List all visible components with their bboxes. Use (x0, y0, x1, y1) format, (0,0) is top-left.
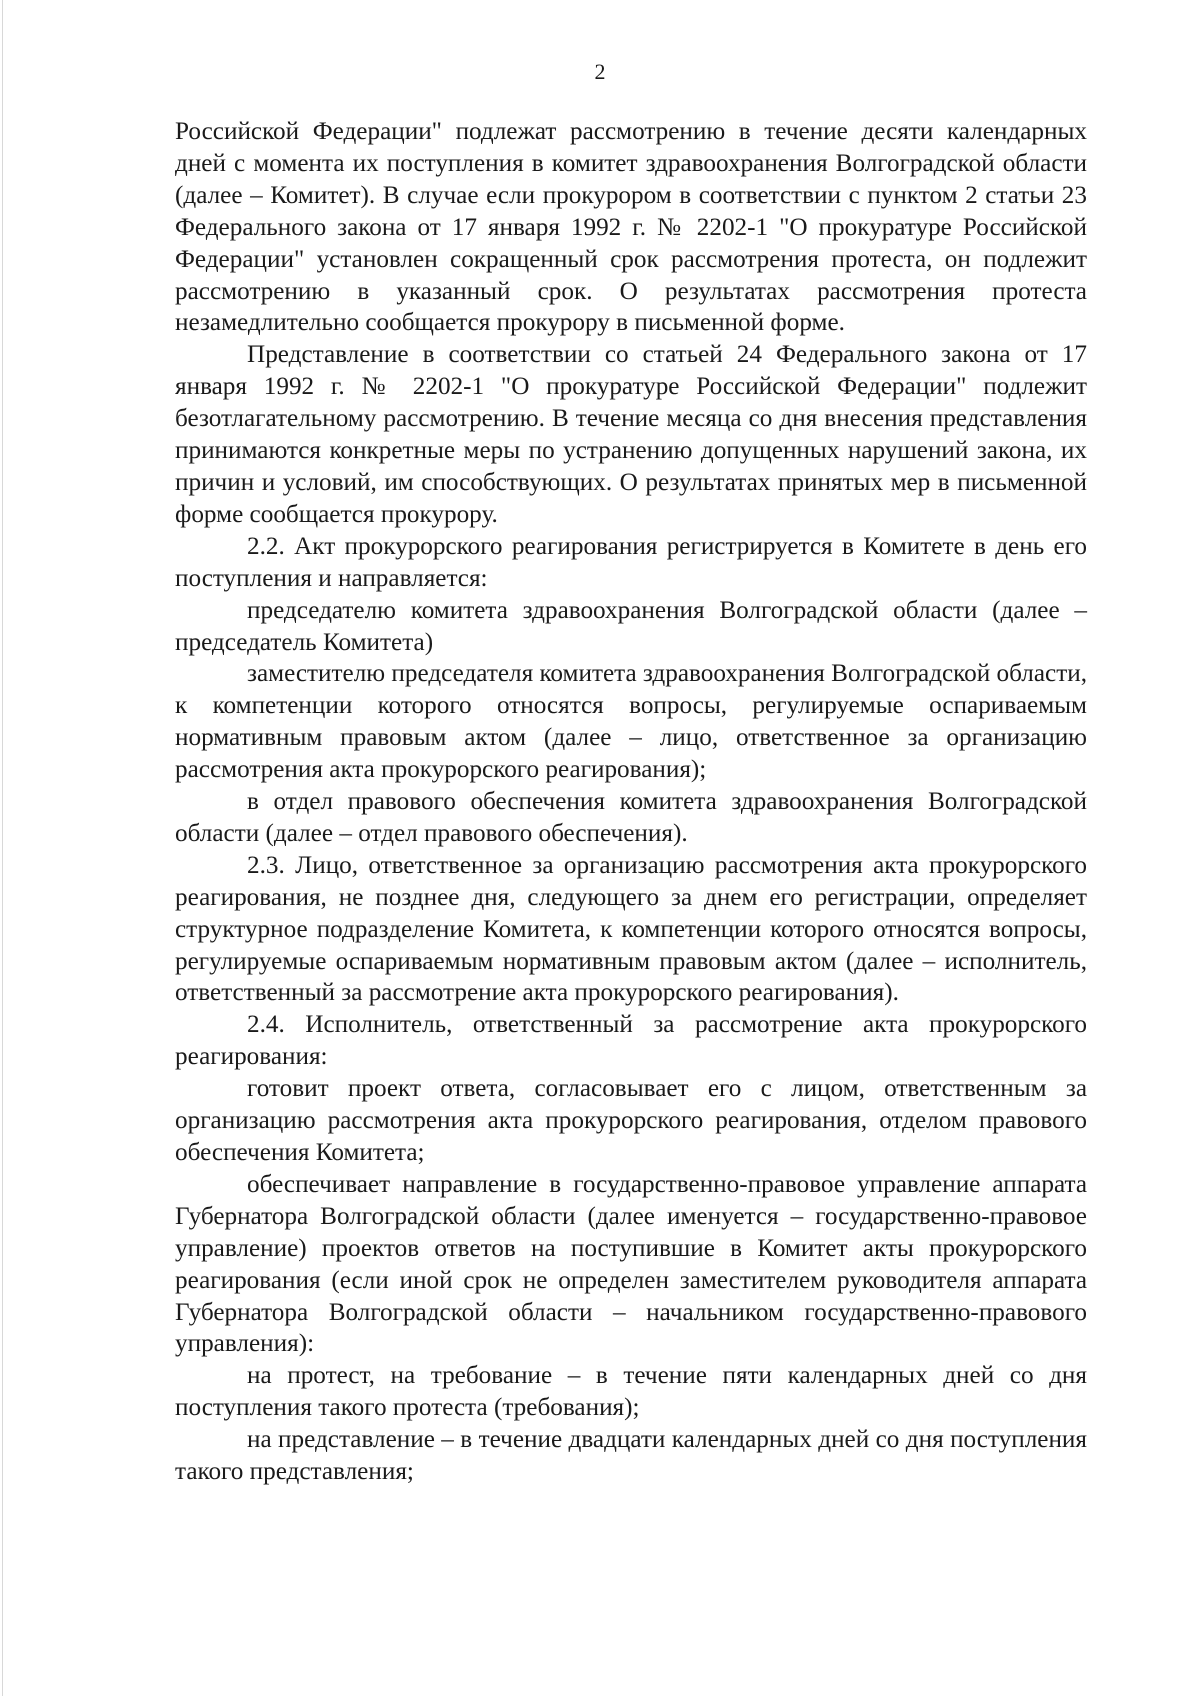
paragraph-prepares: готовит проект ответа, согласовывает его с лицом, ответственным за организацию рассмотрения акта прокурорского реагирования, отделом правового обеспечения Комитета; (175, 1075, 1087, 1166)
paragraph-continuation: Российской Федерации" подлежат рассмотрению в течение десяти календарных дней с момента их поступления в комитет здравоохранения Волгоградской области (далее – Комитет). В случае если прокурором в соответствии с пунктом 2 статьи 23 Федерального закона от 17 января 1992 г. № 2202-1 "О прокуратуре Российской Федерации" установлен сокращенный срок рассмотрения протеста, он подлежит рассмотрению в указанный срок. О результатах рассмотрения протеста незамедлительно сообщается прокурору в письменной форме. (175, 118, 1087, 337)
paragraph-representation: Представление в соответствии со статьей 24 Федерального закона от 17 января 1992 г. № 2202-1 "О прокуратуре Российской Федерации" подлежит безотлагательному рассмотрению. В течение месяца со дня внесения представления принимаются конкретные меры по устранению допущенных нарушений закона, их причин и условий, им способствующих. О результатах принятых мер в письменной форме сообщается прокурору. (175, 341, 1087, 528)
paragraph-ensures: обеспечивает направление в государственно-правовое управление аппарата Губернатора Волгоградской области (далее именуется – государственно-правовое управление) проектов ответов на поступившие в Комитет акты прокурорского реагирования (если иной срок не определен заместителем руководителя аппарата Губернатора Волгоградской области – начальником государственно-правового управления): (175, 1170, 1087, 1358)
paragraph-2-4: 2.4. Исполнитель, ответственный за рассмотрение акта прокурорского реагирования: (175, 1011, 1087, 1071)
paragraph-legal-dept: в отдел правового обеспечения комитета здравоохранения Волгоградской области (далее – отдел правового обеспечения). (175, 788, 1087, 847)
paragraph-2-3: 2.3. Лицо, ответственное за организацию рассмотрения акта прокурорского реагирования, не позднее дня, следующего за днем его регистрации, определяет структурное подразделение Комитета, к компетенции которого относятся вопросы, регулируемые оспариваемым нормативным правовым актом (далее – исполнитель, ответственный за рассмотрение акта прокурорского реагирования). (175, 851, 1087, 1007)
scan-edge-line (2, 0, 3, 1696)
paragraph-deputy: заместителю председателя комитета здравоохранения Волгоградской области, к компетенции которого относятся вопросы, регулируемые оспариваемым нормативным правовым актом (далее – лицо, ответственное за организацию рассмотрения акта прокурорского реагирования); (175, 660, 1088, 784)
paragraph-chairman: председателю комитета здравоохранения Волгоградской области (далее – председатель Комитета) (175, 596, 1087, 656)
document-body (175, 116, 1087, 1488)
paragraph-submission: на представление – в течение двадцати календарных дней со дня поступления такого представления; (175, 1426, 1087, 1486)
paragraph-2-2: 2.2. Акт прокурорского реагирования регистрируется в Комитете в день его поступления и направляется: (175, 532, 1087, 592)
page-number: 2 (594, 59, 606, 84)
paragraph-protest: на протест, на требование – в течение пяти календарных дней со дня поступления такого протеста (требования); (175, 1362, 1087, 1422)
